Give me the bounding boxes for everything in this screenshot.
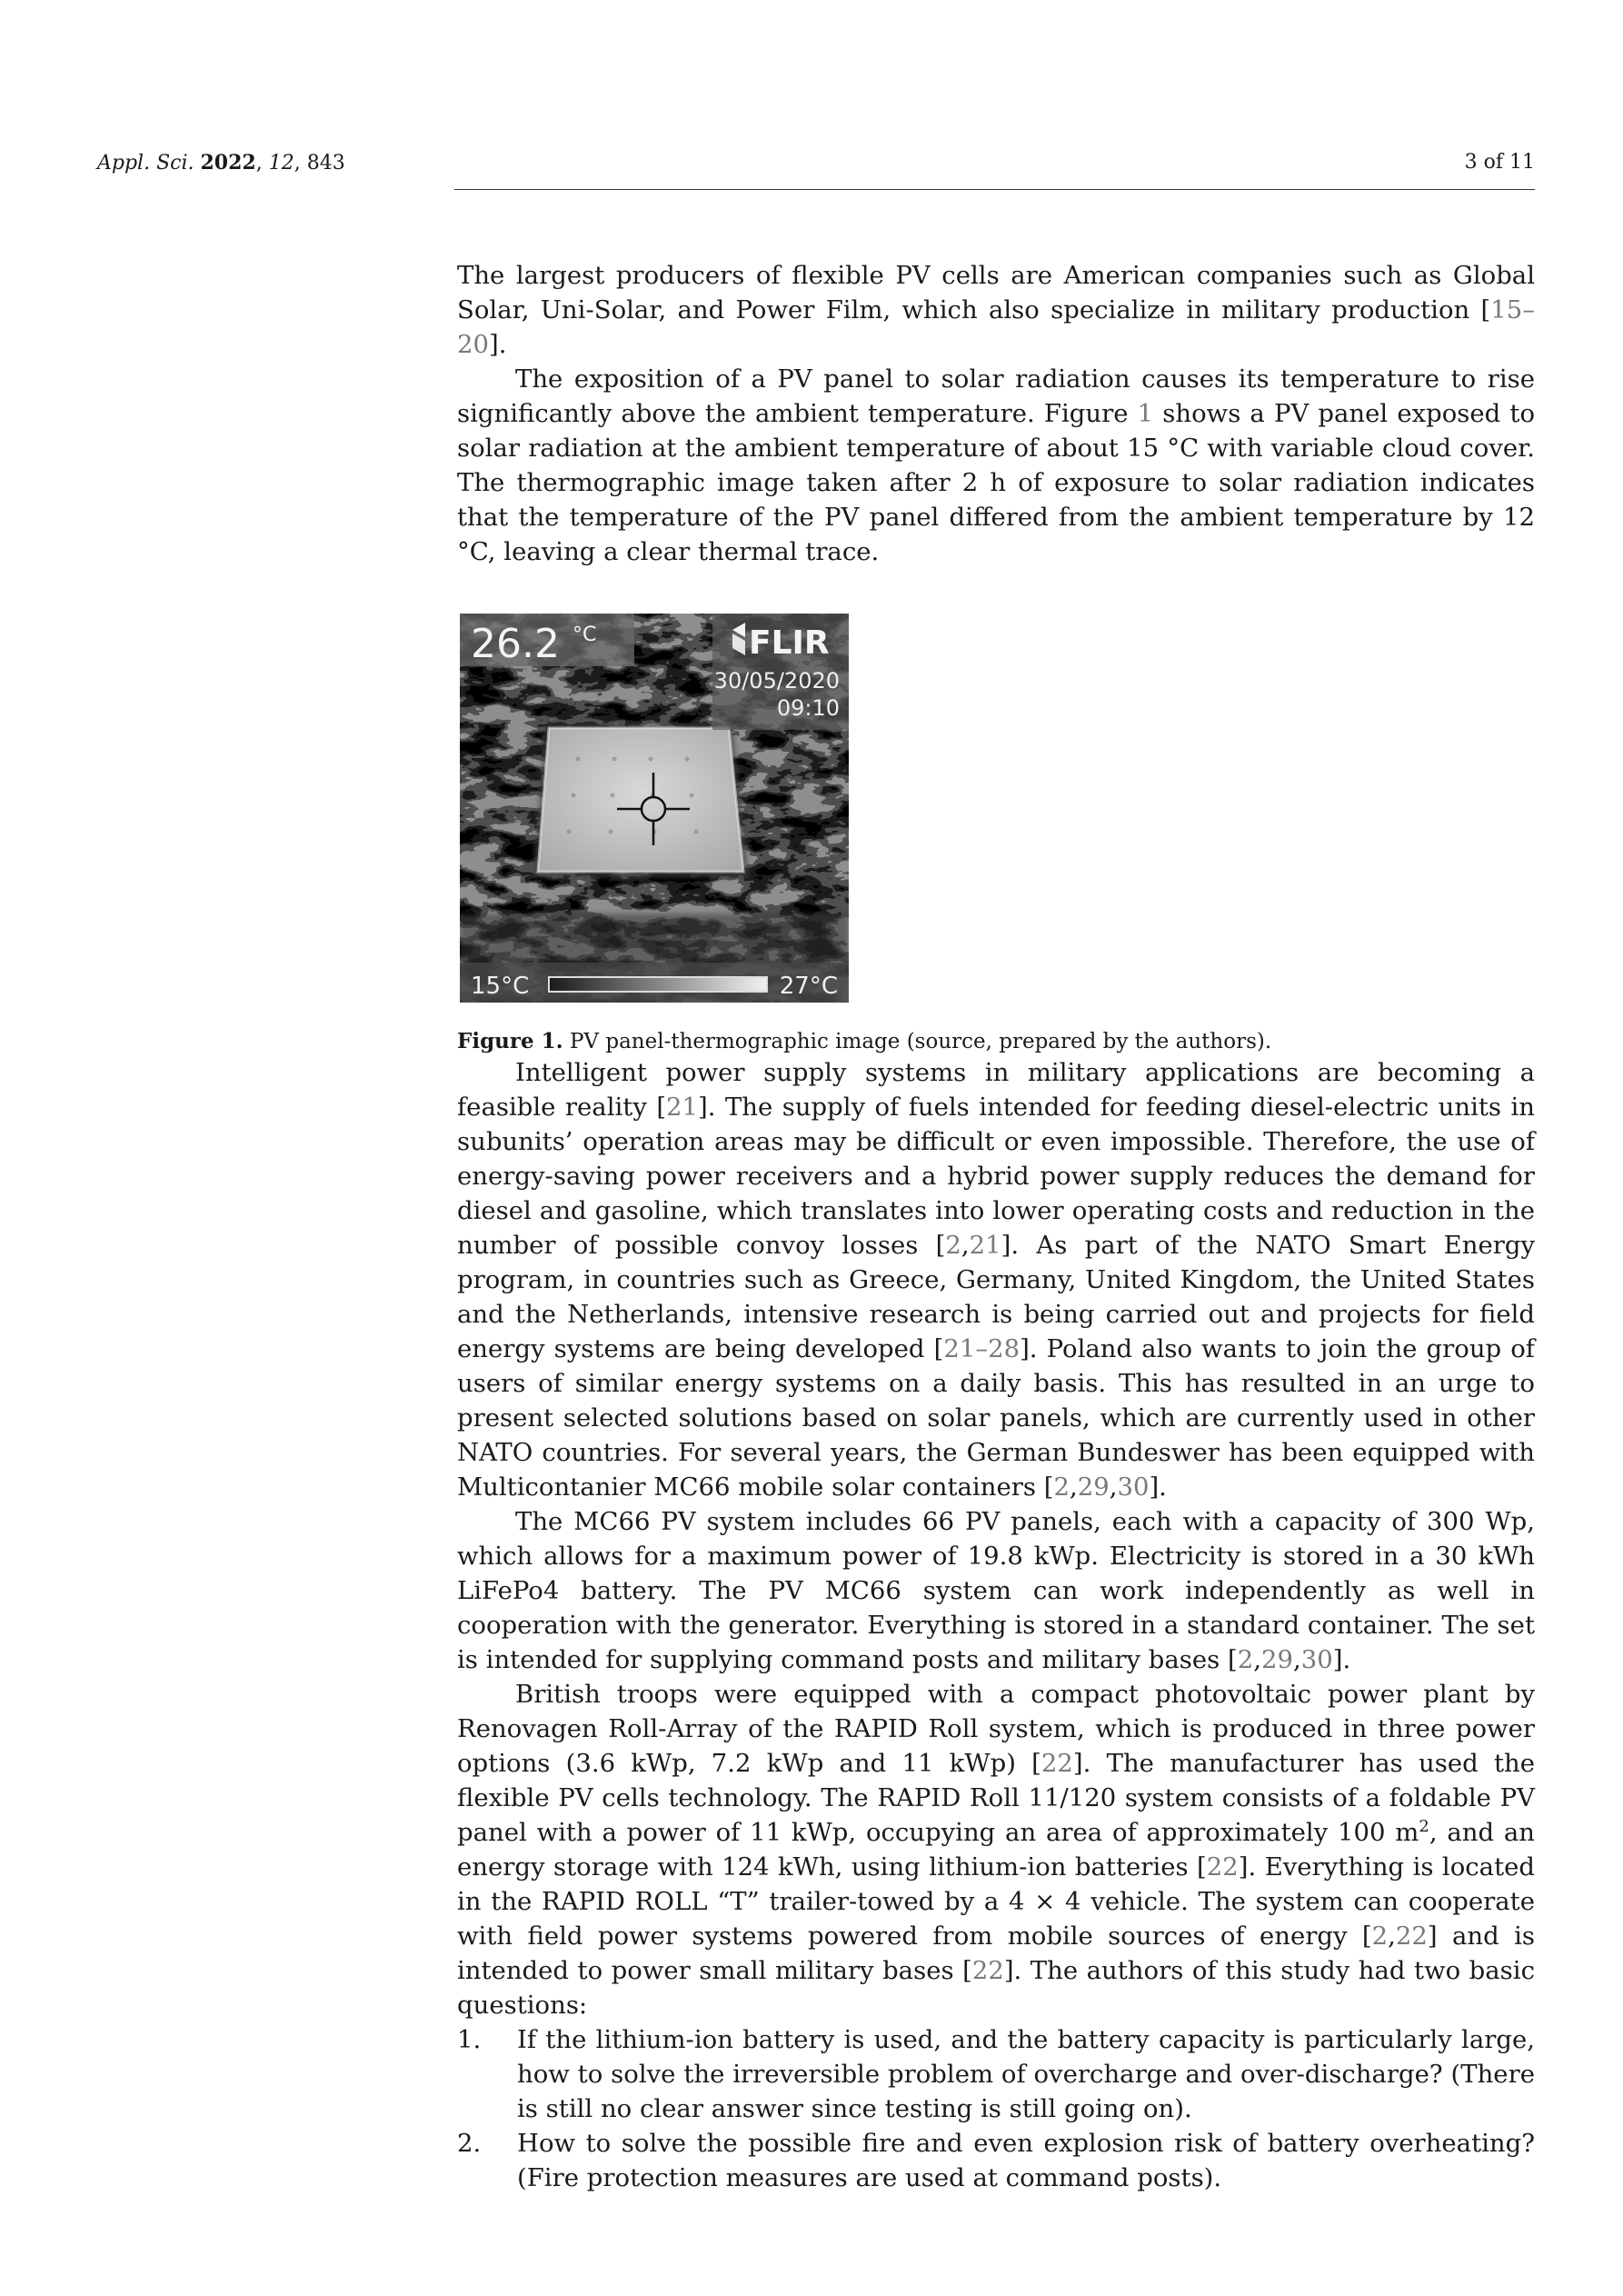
citation-link[interactable]: 22 <box>1041 1749 1073 1778</box>
main-content <box>457 258 1535 2195</box>
question-list <box>457 2022 1535 2195</box>
running-header <box>97 151 1535 175</box>
journal-volume: 12 <box>268 152 294 175</box>
page-number: 3 of 11 <box>1464 151 1535 174</box>
article-number: 843 <box>306 152 345 175</box>
citation-link[interactable]: 2 <box>1371 1922 1389 1951</box>
header-rule <box>454 189 1535 190</box>
temperature-scale-bar <box>549 977 767 992</box>
figure-label: Figure 1. <box>457 1029 563 1053</box>
citation-link[interactable]: 22 <box>971 1956 1004 1985</box>
paragraph: Intelligent power supply systems in military applications are becoming a feasible reality [21]. The supply of fuels intended for feeding diesel-electric units in subunits’ operation areas may be difficult or even impossible. Therefore, the use of energy-saving power receivers and a hybrid power supply reduces the demand for diesel and gasoline, which translates into lower operating costs and reduction in the number of possible convoy losses [2,21]. As part of the NATO Smart Energy program, in countries such as Greece, Germany, United Kingdom, the United States and the Netherlands, intensive research is being carried out and projects for field energy systems are being developed [21–28]. Poland also wants to join the group of users of similar energy systems on a daily basis. This has resulted in an urge to present selected solutions based on solar panels, which are currently used in other NATO countries. For several years, the German Bundeswer has been equipped with Multicontanier MC66 mobile solar containers [2,29,30]. <box>457 1058 1535 1502</box>
paragraph: The MC66 PV system includes 66 PV panels, each with a capacity of 300 Wp, which allows for a maximum power of 19.8 kWp. Electricity is stored in a 30 kWh LiFePo4 battery. The PV MC66 system can work independently as well in cooperation with the generator. Everything is stored in a standard container. The set is intended for supplying command posts and military bases [2,29,30]. <box>457 1507 1535 1674</box>
list-item: 2. How to solve the possible fire and even explosion risk of battery overheating? (Fire protection measures are used at command posts). <box>457 2129 1535 2192</box>
paragraph: The exposition of a PV panel to solar radiation causes its temperature to rise significantly above the ambient temperature. Figure 1 shows a PV panel exposed to solar radiation at the ambient temperature of about 15 °C with variable cloud cover. The thermographic image taken after 2 h of exposure to solar radiation indicates that the temperature of the PV panel differed from the ambient temperature by 12 °C, leaving a clear thermal trace. <box>457 364 1535 566</box>
journal-year: 2022 <box>200 151 256 175</box>
citation-link[interactable]: 29 <box>1261 1645 1293 1674</box>
scale-min-label: 15°C <box>471 973 530 1000</box>
citation-link[interactable]: 22 <box>1206 1852 1239 1882</box>
temperature-readout: 26.2 <box>471 621 560 667</box>
citation-link[interactable]: 22 <box>1395 1922 1428 1951</box>
citation-link[interactable]: 21–28 <box>943 1334 1021 1363</box>
citation-link[interactable]: 2 <box>945 1231 961 1260</box>
thermographic-image <box>460 614 849 1003</box>
temperature-unit: °C <box>573 624 597 646</box>
citation-link[interactable]: 2 <box>1237 1645 1254 1674</box>
svg-text:FLIR: FLIR <box>749 624 830 662</box>
paragraph: The largest producers of flexible PV cells are American companies such as Global Solar, Uni-Solar, and Power Film, which also specialize in military production [15–20]. <box>457 261 1535 359</box>
list-item: 1. If the lithium-ion battery is used, and the battery capacity is particularly large, how to solve the irreversible problem of overcharge and over-discharge? (There is still no clear answer since testing is still going on). <box>457 2025 1535 2123</box>
citation-link[interactable]: 30 <box>1300 1645 1333 1674</box>
citation-link[interactable]: 15–20 <box>457 295 1535 359</box>
citation-link[interactable]: 21 <box>666 1093 699 1122</box>
thermal-image-svg <box>460 614 849 1003</box>
capture-time: 09:10 <box>776 695 840 721</box>
citation-link[interactable]: 30 <box>1117 1472 1150 1502</box>
citation-link[interactable]: 2 <box>1053 1472 1070 1502</box>
scale-max-label: 27°C <box>779 973 838 1000</box>
citation-link[interactable]: 21 <box>969 1231 1001 1260</box>
capture-date: 30/05/2020 <box>713 668 840 694</box>
citation-link[interactable]: 29 <box>1077 1472 1110 1502</box>
paragraph: British troops were equipped with a compact photovoltaic power plant by Renovagen Roll-Array of the RAPID Roll system, which is produced in three power options (3.6 kWp, 7.2 kWp and 11 kWp) [22]. The manufacturer has used the flexible PV cells technology. The RAPID Roll 11/120 system consists of a foldable PV panel with a power of 11 kWp, occupying an area of approximately 100 $m^2$, and an energy storage with 124 kWh, using lithium-ion batteries [22]. Everything is located in the RAPID ROLL “T” trailer-towed by a 4 × 4 vehicle. The system can cooperate with field power systems powered from mobile sources of energy [2,22] and is intended to power small military bases [22]. The authors of this study had two basic questions: <box>457 1680 1535 2020</box>
figure-link[interactable]: 1 <box>1137 399 1154 428</box>
journal-citation: Appl. Sci. 2022, 12, 843 <box>97 151 345 175</box>
journal-name: Appl. Sci. <box>97 152 194 175</box>
figure-caption: Figure 1. PV panel-thermographic image (source, prepared by the authors). <box>457 1029 1272 1053</box>
